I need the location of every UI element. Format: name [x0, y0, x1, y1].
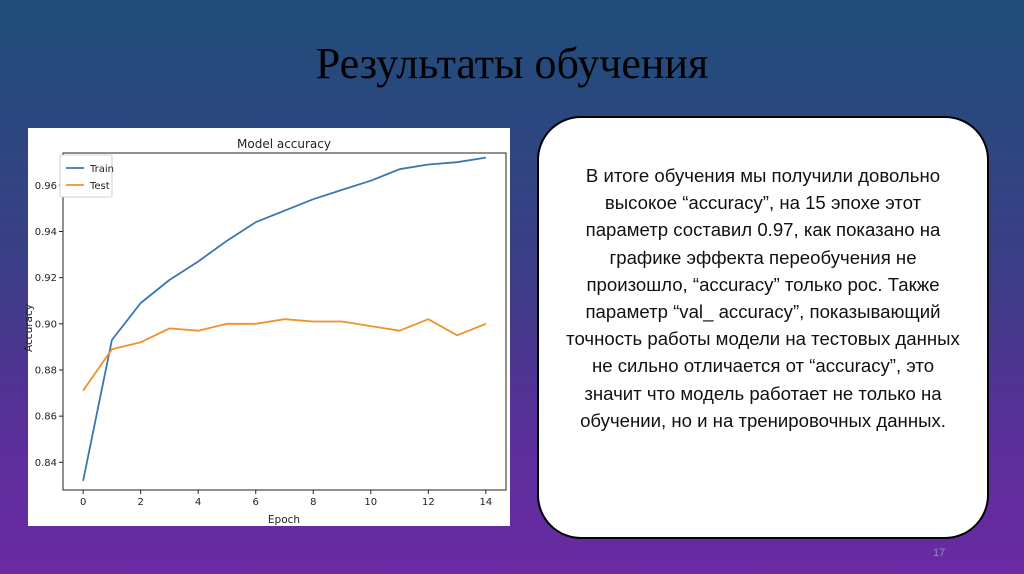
x-tick-label: 12: [421, 497, 435, 508]
slide-title: Результаты обучения: [315, 39, 709, 88]
accuracy-chart: [23, 128, 510, 526]
series-lines: [83, 158, 486, 481]
x-tick-label: 2: [137, 497, 144, 508]
y-tick-label: 0.84: [34, 457, 57, 469]
x-tick-label: 6: [252, 497, 259, 508]
x-tick-label: 10: [364, 497, 378, 508]
y-tick-label: 0.88: [34, 365, 57, 377]
x-tick-label: 4: [195, 497, 202, 508]
y-axis-label: Accuracy: [23, 304, 35, 352]
y-tick-label: 0.86: [34, 411, 57, 423]
legend-test-label: Test: [90, 181, 110, 192]
x-tick-label: 8: [310, 497, 317, 508]
legend-train-label: Train: [90, 164, 114, 175]
x-tick-label: 0: [79, 497, 87, 508]
y-tick-label: 0.92: [34, 273, 57, 285]
page-number: 17: [933, 547, 946, 559]
y-tick-label: 0.96: [34, 180, 57, 192]
x-axis-label: Epoch: [267, 514, 301, 526]
y-tick-label: 0.94: [34, 226, 57, 238]
summary-text-box: [537, 116, 989, 539]
plot-area: [63, 153, 506, 490]
axis-ticks: [35, 181, 492, 508]
series-line-test: [83, 319, 486, 391]
summary-text: В итоге обучения мы получили довольно высокое “accuracy”, на 15 эпохе этот параметр составил 0.97, как показано на графике эффекта переобучения не произошло, “accuracy” только рос. Также параметр “val_ accuracy”, показывающий точность работы модели на тестовых данных не сильно отличается от “accuracy”, это значит что модель работает не только на обучении, но и на тренировочных данных.: [566, 165, 960, 431]
chart-panel: [23, 128, 510, 526]
y-tick-label: 0.90: [34, 319, 57, 331]
chart-title: Model accuracy: [237, 137, 331, 151]
x-tick-label: 14: [479, 497, 493, 508]
legend: [60, 155, 114, 197]
